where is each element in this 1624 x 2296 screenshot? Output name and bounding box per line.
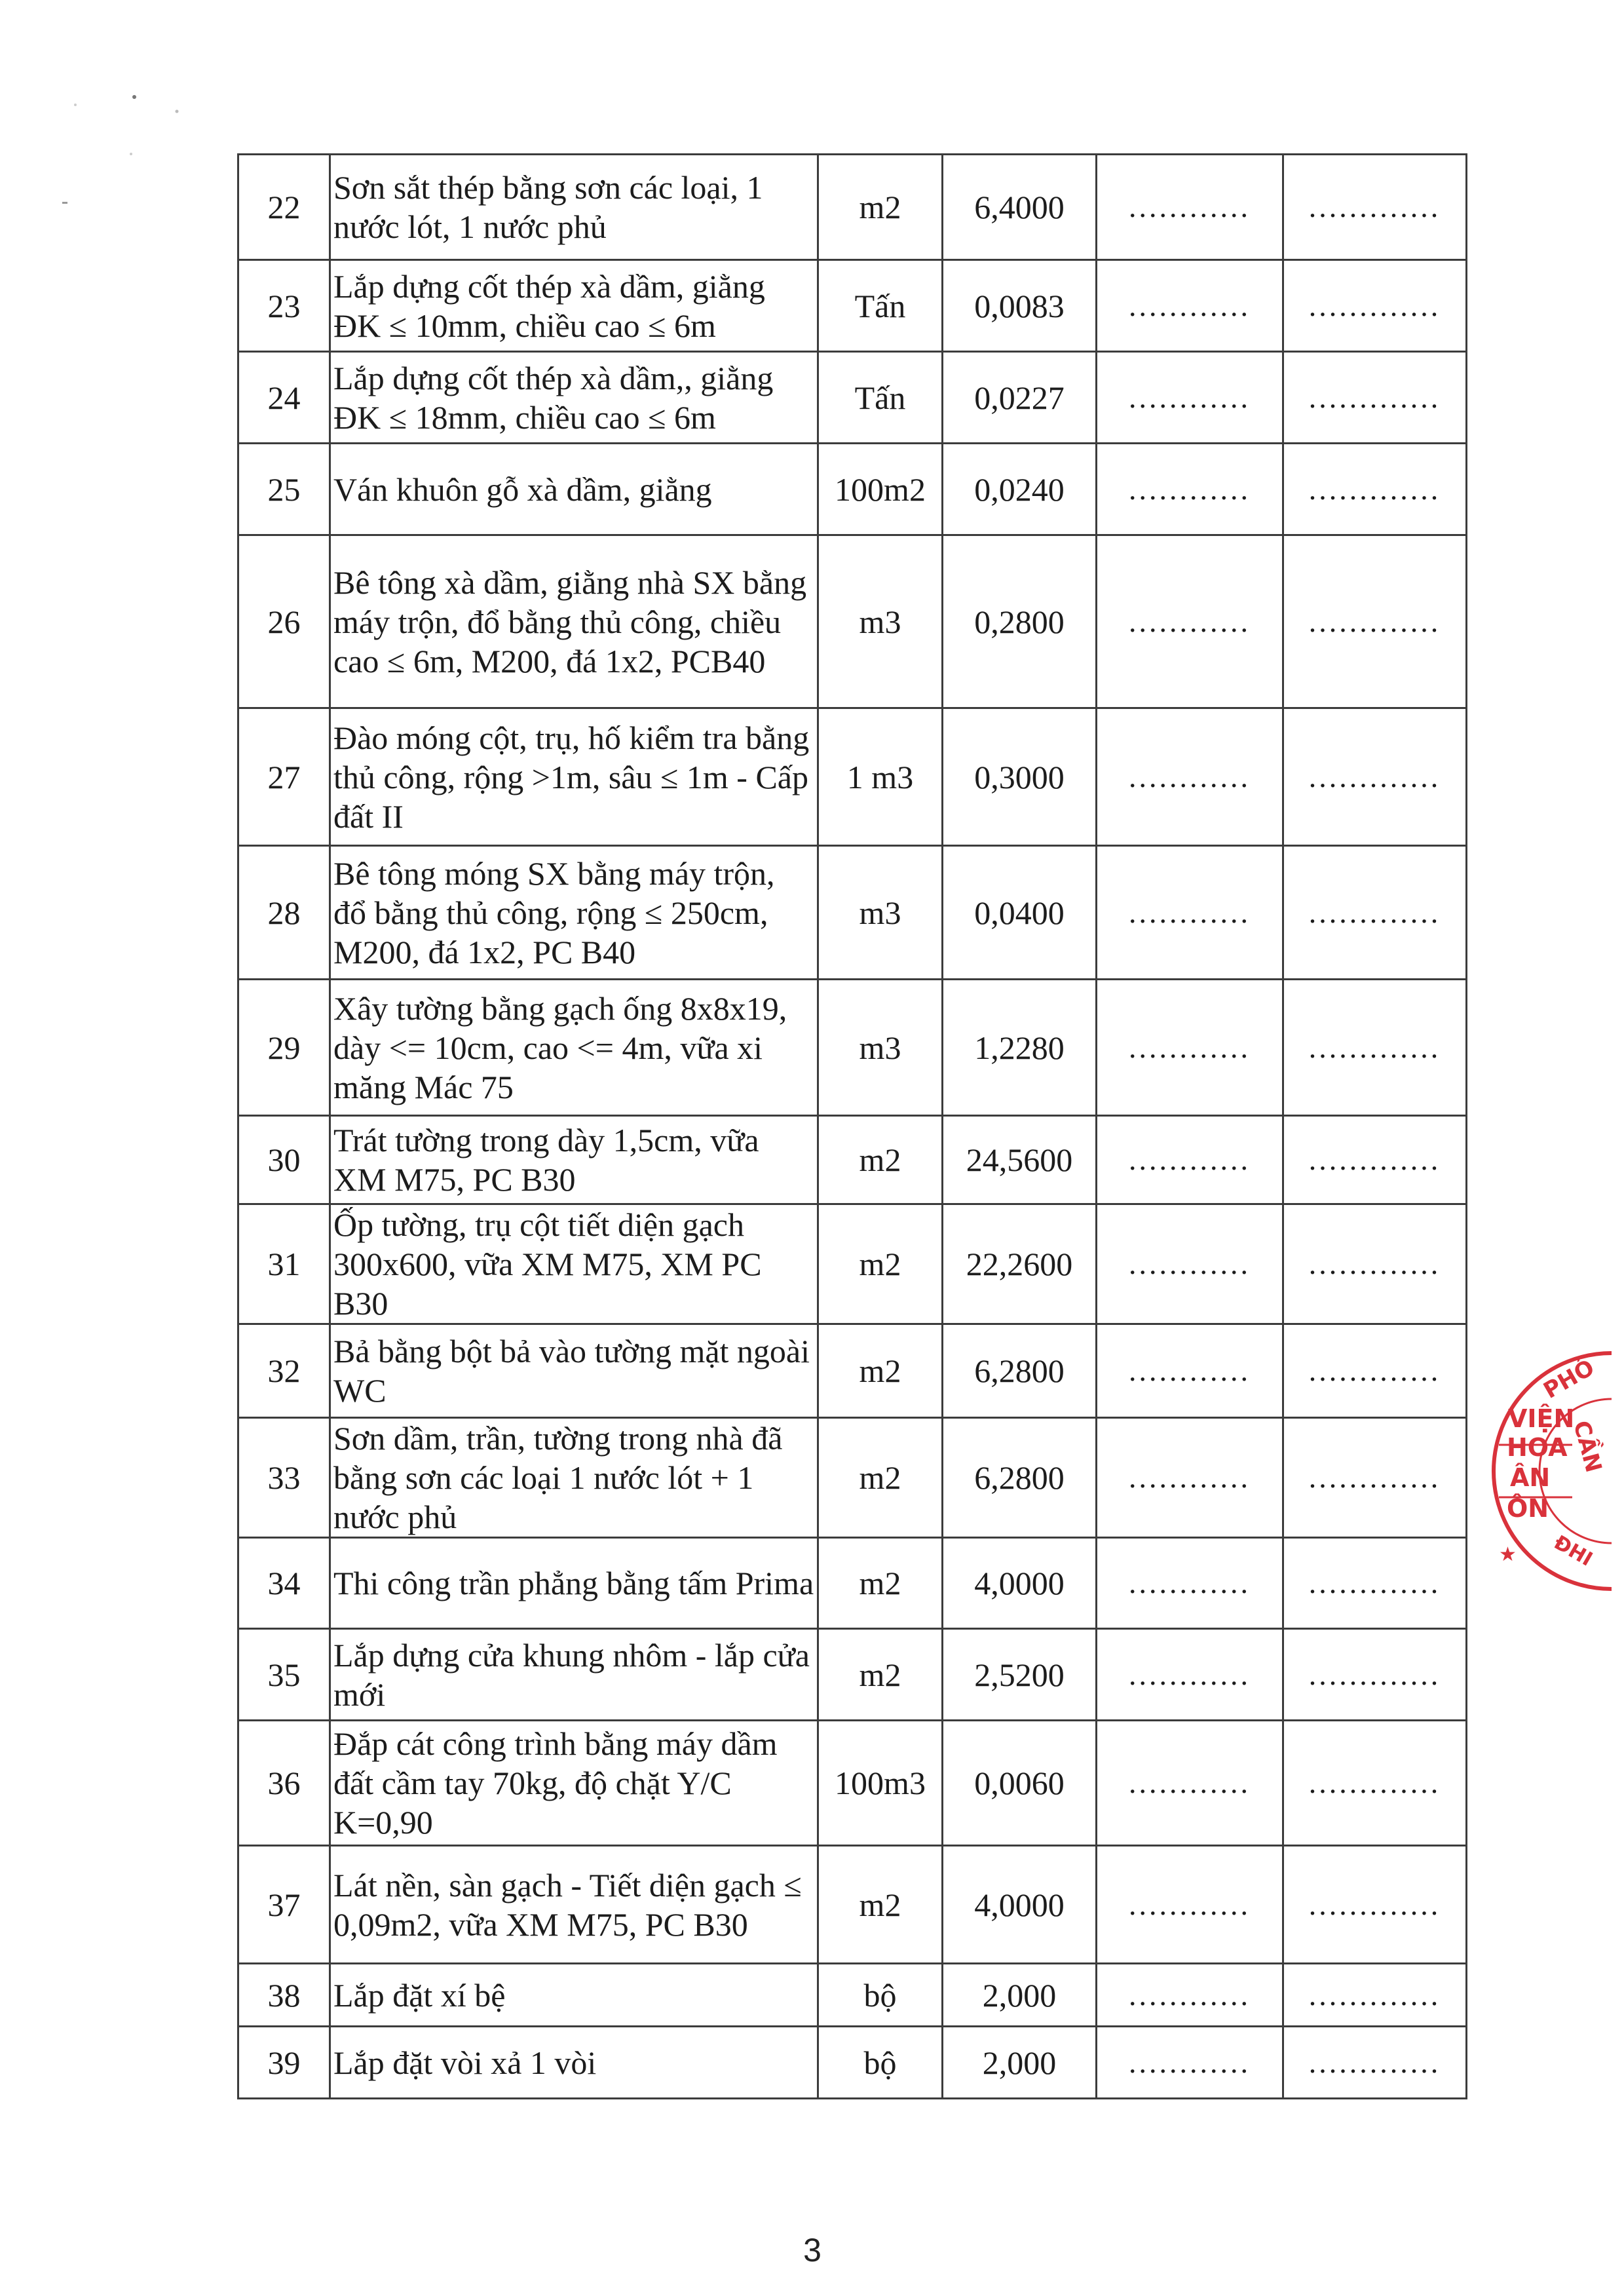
total-price-blank: ............. [1283, 846, 1467, 980]
total-price-blank: ............. [1283, 352, 1467, 444]
unit-price-blank: ............ [1097, 155, 1283, 260]
item-description: Lắp đặt xí bệ [330, 1964, 818, 2027]
total-price-blank: ............. [1283, 708, 1467, 846]
unit: bộ [818, 2027, 943, 2099]
unit: m2 [818, 1418, 943, 1538]
row-number: 34 [238, 1538, 330, 1629]
quantity: 4,0000 [943, 1538, 1097, 1629]
row-number: 31 [238, 1204, 330, 1324]
item-description: Bê tông móng SX bằng máy trộn, đổ bằng thủ công, rộng ≤ 250cm, M200, đá 1x2, PC B40 [330, 846, 818, 980]
unit: m2 [818, 155, 943, 260]
total-price-blank: ............. [1283, 1204, 1467, 1324]
item-description: Lắp dựng cốt thép xà dầm, giằng ĐK ≤ 10mm, chiều cao ≤ 6m [330, 260, 818, 352]
quantity: 2,000 [943, 1964, 1097, 2027]
total-price-blank: ............. [1283, 1418, 1467, 1538]
total-price-blank: ............. [1283, 535, 1467, 708]
quantity: 0,0060 [943, 1721, 1097, 1846]
unit-price-blank: ............ [1097, 846, 1283, 980]
table-body [238, 155, 1467, 2099]
quantity: 0,0083 [943, 260, 1097, 352]
item-description: Trát tường trong dày 1,5cm, vữa XM M75, PC B30 [330, 1116, 818, 1204]
svg-text:ĐHI: ĐHI [1550, 1531, 1596, 1571]
row-number: 29 [238, 980, 330, 1116]
table-row [238, 260, 1467, 352]
unit: Tấn [818, 352, 943, 444]
item-description: Lắp dựng cửa khung nhôm - lắp cửa mới [330, 1629, 818, 1721]
scan-specks [62, 92, 206, 210]
svg-text:VIỆN: VIỆN [1508, 1404, 1575, 1433]
unit-price-blank: ............ [1097, 2027, 1283, 2099]
row-number: 39 [238, 2027, 330, 2099]
unit-price-blank: ............ [1097, 708, 1283, 846]
table-row [238, 1324, 1467, 1418]
row-number: 33 [238, 1418, 330, 1538]
unit-price-blank: ............ [1097, 1324, 1283, 1418]
unit: m3 [818, 535, 943, 708]
item-description: Ván khuôn gỗ xà dầm, giằng [330, 444, 818, 535]
row-number: 22 [238, 155, 330, 260]
unit-price-blank: ............ [1097, 980, 1283, 1116]
total-price-blank: ............. [1283, 155, 1467, 260]
svg-text:ÔN: ÔN [1507, 1494, 1549, 1523]
quantity: 0,0400 [943, 846, 1097, 980]
table-row [238, 1846, 1467, 1964]
table-row [238, 1538, 1467, 1629]
unit-price-blank: ............ [1097, 1116, 1283, 1204]
unit-price-blank: ............ [1097, 444, 1283, 535]
unit: 100m3 [818, 1721, 943, 1846]
total-price-blank: ............. [1283, 1629, 1467, 1721]
unit: bộ [818, 1964, 943, 2027]
unit: m2 [818, 1116, 943, 1204]
row-number: 26 [238, 535, 330, 708]
quantity: 2,5200 [943, 1629, 1097, 1721]
unit: m2 [818, 1846, 943, 1964]
unit-price-blank: ............ [1097, 1964, 1283, 2027]
item-description: Lắp dựng cốt thép xà dầm,, giằng ĐK ≤ 18mm, chiều cao ≤ 6m [330, 352, 818, 444]
unit: m2 [818, 1629, 943, 1721]
quantity: 0,3000 [943, 708, 1097, 846]
quantity: 6,2800 [943, 1324, 1097, 1418]
item-description: Lát nền, sàn gạch - Tiết diện gạch ≤ 0,09m2, vữa XM M75, PC B30 [330, 1846, 818, 1964]
row-number: 28 [238, 846, 330, 980]
svg-text:CẦN: CẦN [1568, 1417, 1607, 1476]
unit: m3 [818, 846, 943, 980]
unit-price-blank: ............ [1097, 1846, 1283, 1964]
total-price-blank: ............. [1283, 444, 1467, 535]
quantity: 4,0000 [943, 1846, 1097, 1964]
table-row [238, 444, 1467, 535]
table-row [238, 1204, 1467, 1324]
unit-price-blank: ............ [1097, 1418, 1283, 1538]
svg-text:PHÓ: PHÓ [1539, 1354, 1599, 1404]
item-description: Đào móng cột, trụ, hố kiểm tra bằng thủ công, rộng >1m, sâu ≤ 1m - Cấp đất II [330, 708, 818, 846]
item-description: Bê tông xà dầm, giằng nhà SX bằng máy trộn, đổ bằng thủ công, chiều cao ≤ 6m, M200, đá 1x2, PCB40 [330, 535, 818, 708]
unit-price-blank: ............ [1097, 1629, 1283, 1721]
unit: m3 [818, 980, 943, 1116]
row-number: 27 [238, 708, 330, 846]
item-description: Xây tường bằng gạch ống 8x8x19, dày <= 10cm, cao <= 4m, vữa xi măng Mác 75 [330, 980, 818, 1116]
unit: m2 [818, 1324, 943, 1418]
table-row [238, 708, 1467, 846]
row-number: 32 [238, 1324, 330, 1418]
item-description: Lắp đặt vòi xả 1 vòi [330, 2027, 818, 2099]
svg-text:★: ★ [1499, 1543, 1517, 1566]
unit: 1 m3 [818, 708, 943, 846]
quantity: 6,2800 [943, 1418, 1097, 1538]
item-description: Đắp cát công trình bằng máy dầm đất cầm tay 70kg, độ chặt Y/C K=0,90 [330, 1721, 818, 1846]
total-price-blank: ............. [1283, 260, 1467, 352]
table-row [238, 1964, 1467, 2027]
table-row [238, 2027, 1467, 2099]
table-row [238, 846, 1467, 980]
item-description: Sơn sắt thép bằng sơn các loại, 1 nước lót, 1 nước phủ [330, 155, 818, 260]
quantity: 0,0240 [943, 444, 1097, 535]
quantity: 22,2600 [943, 1204, 1097, 1324]
total-price-blank: ............. [1283, 1721, 1467, 1846]
unit-price-blank: ............ [1097, 535, 1283, 708]
row-number: 35 [238, 1629, 330, 1721]
table-row [238, 980, 1467, 1116]
item-description: Sơn dầm, trần, tường trong nhà đã bằng sơn các loại 1 nước lót + 1 nước phủ [330, 1418, 818, 1538]
unit: 100m2 [818, 444, 943, 535]
table-row [238, 1629, 1467, 1721]
quantity: 24,5600 [943, 1116, 1097, 1204]
svg-text:ÂN: ÂN [1510, 1463, 1551, 1492]
table-row [238, 535, 1467, 708]
table-row [238, 1721, 1467, 1846]
total-price-blank: ............. [1283, 1538, 1467, 1629]
row-number: 38 [238, 1964, 330, 2027]
table-row [238, 352, 1467, 444]
item-description: Thi công trần phẳng bằng tấm Prima [330, 1538, 818, 1629]
total-price-blank: ............. [1283, 1964, 1467, 2027]
unit: Tấn [818, 260, 943, 352]
unit-price-blank: ............ [1097, 352, 1283, 444]
quantity: 0,0227 [943, 352, 1097, 444]
quantity: 1,2280 [943, 980, 1097, 1116]
row-number: 37 [238, 1846, 330, 1964]
total-price-blank: ............. [1283, 2027, 1467, 2099]
svg-text:HOA: HOA [1507, 1433, 1568, 1462]
unit: m2 [818, 1204, 943, 1324]
quantity: 0,2800 [943, 535, 1097, 708]
quantity: 6,4000 [943, 155, 1097, 260]
quantity: 2,000 [943, 2027, 1097, 2099]
unit-price-blank: ............ [1097, 1538, 1283, 1629]
item-description: Bả bằng bột bả vào tường mặt ngoài WC [330, 1324, 818, 1418]
cost-estimate-table [237, 153, 1467, 2099]
row-number: 30 [238, 1116, 330, 1204]
table-row [238, 155, 1467, 260]
table-row [238, 1418, 1467, 1538]
row-number: 24 [238, 352, 330, 444]
unit: m2 [818, 1538, 943, 1629]
item-description: Ốp tường, trụ cột tiết diện gạch 300x600, vữa XM M75, XM PC B30 [330, 1204, 818, 1324]
unit-price-blank: ............ [1097, 1721, 1283, 1846]
row-number: 25 [238, 444, 330, 535]
row-number: 36 [238, 1721, 330, 1846]
total-price-blank: ............. [1283, 1846, 1467, 1964]
total-price-blank: ............. [1283, 1116, 1467, 1204]
total-price-blank: ............. [1283, 980, 1467, 1116]
total-price-blank: ............. [1283, 1324, 1467, 1418]
unit-price-blank: ............ [1097, 260, 1283, 352]
table-row [238, 1116, 1467, 1204]
page-number: 3 [803, 2232, 821, 2268]
row-number: 23 [238, 260, 330, 352]
unit-price-blank: ............ [1097, 1204, 1283, 1324]
